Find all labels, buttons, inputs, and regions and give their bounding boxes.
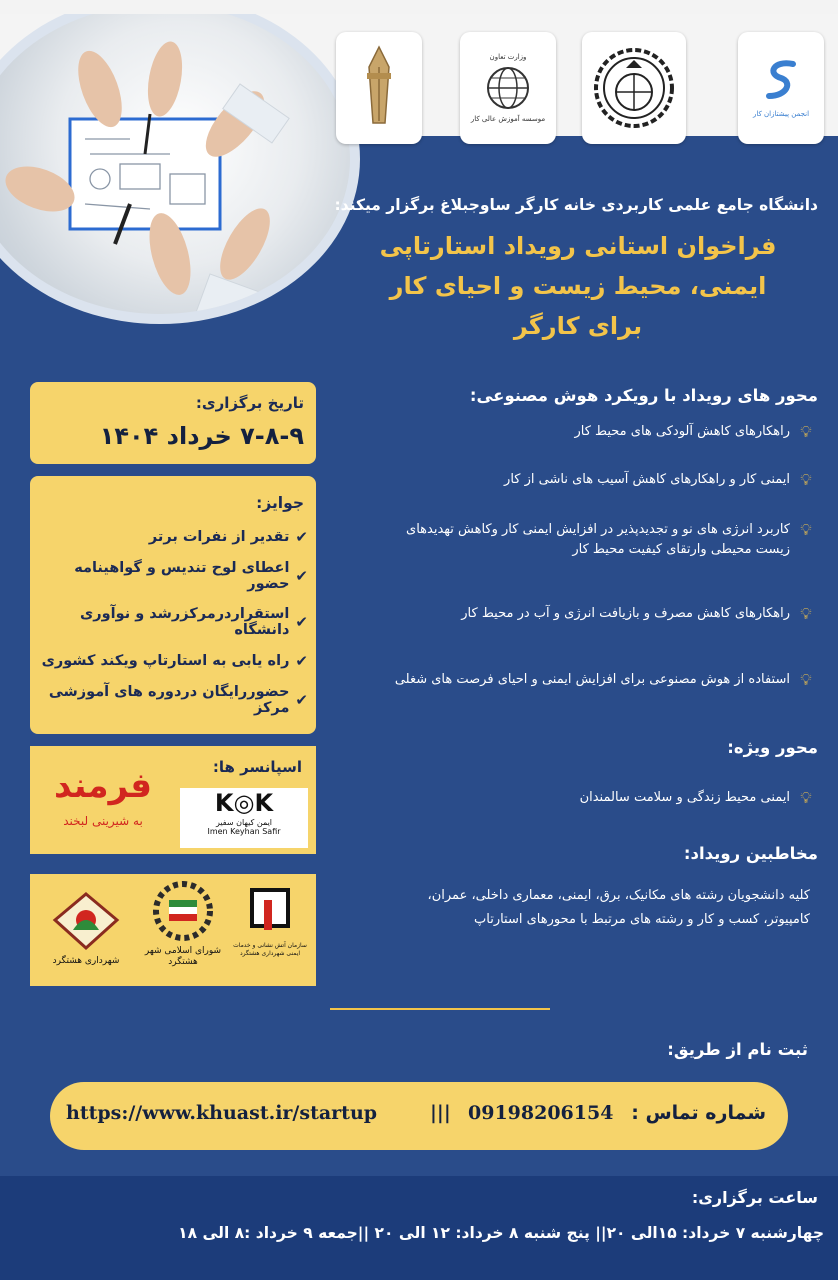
divider	[330, 1008, 550, 1010]
axis-item: 💡︎ کاربرد انرژی های نو و تجدیدپذیر در افزایش ایمنی کار وکاهش تهدیدهای زیست محیطی وارتقای کیفیت محیط کار	[354, 520, 814, 560]
city-council-logo: شورای اسلامی شهر هشتگرد	[140, 880, 226, 968]
title-line-3: برای کارگر	[513, 312, 643, 340]
swirl-logo-icon	[763, 58, 799, 102]
university-logo-card	[738, 32, 824, 144]
logo-caption: انجمن پیشتازان کار	[752, 110, 810, 118]
date-label: تاریخ برگزاری:	[195, 394, 304, 412]
schedule-band	[0, 1176, 838, 1280]
fire-dept-logo: سازمان آتش نشانی و خدمات ایمنی شهرداری هشتگرد	[230, 886, 310, 958]
lightbulb-icon: 💡︎	[800, 520, 812, 539]
check-icon: ✔︎	[295, 613, 308, 631]
special-item: 💡︎ ایمنی محیط زندگی و سلامت سالمندان	[354, 788, 814, 808]
prizes-list	[32, 528, 308, 730]
lightbulb-icon: 💡︎	[800, 604, 812, 623]
separator: |||	[430, 1102, 451, 1124]
keyhan-fa: ایمن کیهان سفیر	[215, 818, 273, 827]
check-icon: ✔︎	[295, 652, 308, 670]
keyhan-logo	[180, 788, 308, 848]
farmand-logo	[38, 766, 168, 846]
gear-emblem-icon	[592, 46, 676, 130]
municipality-logo: شهرداری هشتگرد	[38, 890, 134, 966]
schedule-text: چهارشنبه ۷ خرداد: ۱۵الی ۲۰|| پنج شنبه ۸ خرداد: ۱۲ الی ۲۰ ||جمعه ۹ خرداد :۸ الی ۱۸	[178, 1224, 824, 1242]
prize-item: ✔︎ راه یابی به استارتاپ ویکند کشوری	[41, 652, 308, 670]
logo-caption: موسسه آموزش عالی کار	[470, 115, 546, 123]
check-icon: ✔︎	[295, 567, 308, 585]
organizer-line: دانشگاه جامع علمی کاربردی خانه کارگر ساوجبلاغ برگزار میکند:	[334, 196, 818, 214]
keyhan-en: Imen Keyhan Safir	[207, 827, 281, 836]
poster	[0, 14, 838, 1280]
flag-wreath-icon	[152, 880, 214, 942]
special-heading: محور ویژه:	[727, 738, 818, 757]
title-line-2: ایمنی، محیط زیست و احیای کار	[389, 272, 767, 300]
title-line-1: فراخوان استانی رویداد استارتاپی	[379, 232, 777, 260]
audience-heading: مخاطبین رویداد:	[683, 844, 818, 863]
sponsors-label: اسپانسر ها:	[212, 758, 302, 776]
pen-icon	[359, 43, 399, 133]
emblem-logo-card	[582, 32, 686, 144]
pen-logo-card	[336, 32, 422, 144]
check-icon: ✔︎	[295, 528, 308, 546]
prize-item: ✔︎ اعطای لوح تندیس و گواهینامه حضور	[74, 560, 308, 592]
sponsors-box	[30, 746, 316, 854]
farmand-slogan: به شیرینی لبخند	[63, 814, 143, 828]
keyhan-mark: K◎K	[214, 789, 274, 817]
axis-item: 💡︎ راهکارهای کاهش آلودکی های محیط کار	[354, 422, 814, 442]
prize-item: ✔︎ تقدیر از نفرات برتر	[148, 528, 308, 546]
registration-heading: ثبت نام از طریق:	[667, 1040, 808, 1059]
audience-text: کلیه دانشجویان رشته های مکانیک، برق، ایمنی، معماری داخلی، عمران، کامپیوتر، کسب و کار و رشته های مرتبط با محورهای استارتاپ	[427, 888, 810, 927]
lightbulb-icon: 💡︎	[800, 422, 812, 441]
municipality-emblem-icon	[51, 890, 121, 952]
lightbulb-icon: 💡︎	[800, 470, 812, 489]
lightbulb-icon: 💡︎	[800, 670, 812, 689]
check-icon: ✔︎	[295, 691, 308, 709]
prize-item: ✔︎ استقراردرمرکزرشد و نوآوری دانشگاه	[80, 606, 308, 638]
teamwork-photo	[0, 14, 360, 324]
main-title	[368, 226, 788, 346]
phone-label: شماره تماس :	[631, 1102, 766, 1124]
prize-item: ✔︎ حضوررایگان دردوره های آموزشی مرکز	[48, 684, 308, 716]
phone-number[interactable]: 09198206154	[468, 1102, 614, 1124]
registration-url[interactable]: https://www.khuast.ir/startup	[66, 1102, 378, 1124]
farmand-name: فرمند	[54, 766, 152, 806]
schedule-heading: ساعت برگزاری:	[691, 1188, 818, 1207]
date-box	[30, 382, 316, 464]
axes-heading: محور های رویداد با رویکرد هوش مصنوعی:	[469, 386, 818, 405]
globe-icon	[485, 65, 531, 111]
fire-emblem-icon	[248, 886, 292, 938]
axis-item: 💡︎ استفاده از هوش مصنوعی برای افزایش ایمنی و احیای فرصت های شغلی	[354, 670, 814, 690]
axis-item: 💡︎ راهکارهای کاهش مصرف و بازیافت انرژی و آب در محیط کار	[354, 604, 814, 624]
date-value: ۷-۸-۹ خرداد ۱۴۰۴	[99, 422, 304, 450]
prizes-box	[30, 476, 316, 734]
axis-item: 💡︎ ایمنی کار و راهکارهای کاهش آسیب های ناشی از کار	[354, 470, 814, 490]
lightbulb-icon: 💡︎	[800, 788, 812, 807]
registration-pill	[50, 1082, 788, 1150]
partners-box	[30, 874, 316, 986]
prizes-label: جوایز:	[256, 494, 304, 512]
globe-logo-card: وزارت تعاون موسسه آموزش عالی کار	[460, 32, 556, 144]
